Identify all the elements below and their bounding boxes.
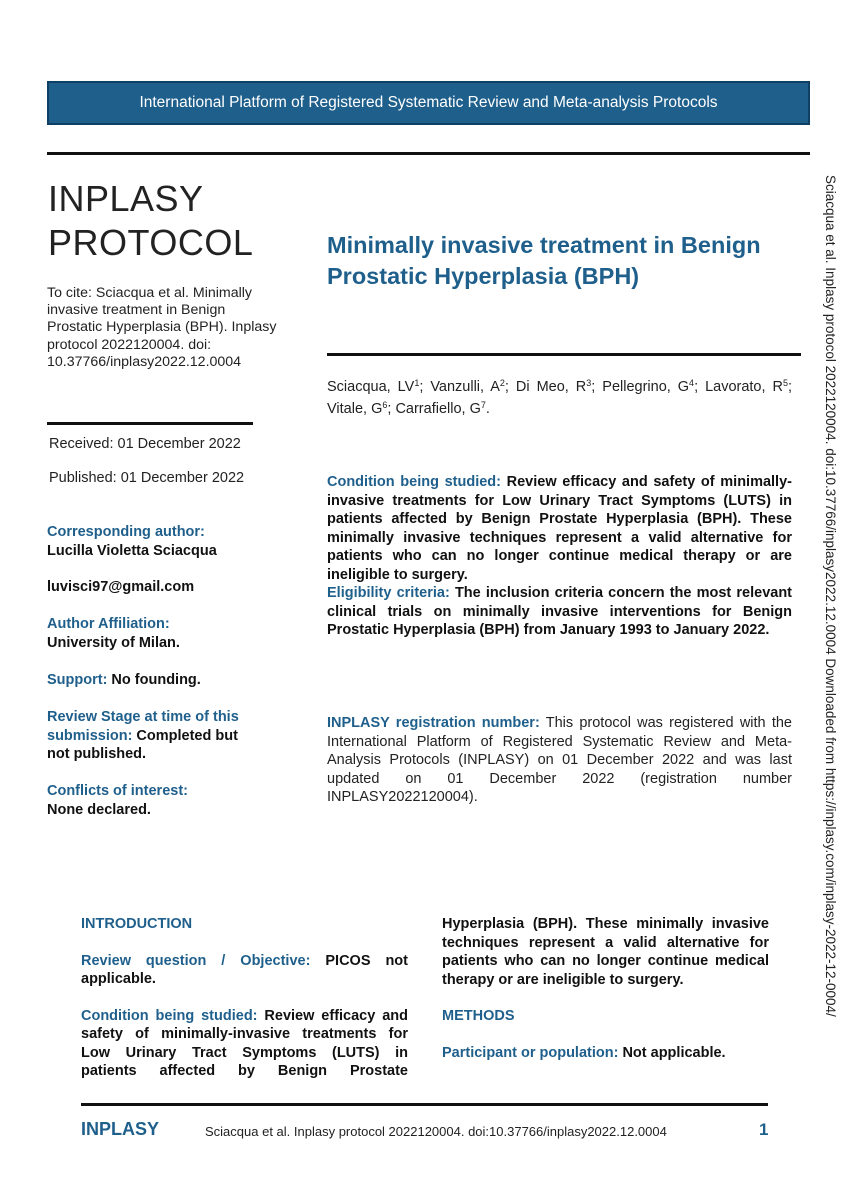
author: Carrafiello, $G^7$. [395, 400, 490, 417]
review-question [81, 952, 408, 989]
registration-block [327, 714, 792, 807]
condition-continuation: Hyperplasia (BPH). These minimally invasive techniques represent a valid alternative for patients who can no longer continue medical therapy or are ineligible to surgery. [442, 916, 769, 988]
abstract-eligibility [327, 584, 792, 640]
abstract [327, 473, 792, 640]
platform-banner: International Platform of Registered Systematic Review and Meta-analysis Protocols [47, 81, 810, 125]
intro-condition-label: Condition being studied: [81, 1007, 258, 1024]
protocol-heading [48, 177, 318, 265]
support-label: Support: [47, 672, 108, 688]
article-title: Minimally invasive treatment in Benign Prostatic Hyperplasia (BPH) [327, 232, 761, 289]
intro-condition [81, 1007, 408, 1081]
protocol-heading-line2: PROTOCOL [48, 222, 254, 263]
right-divider [327, 353, 801, 356]
affiliation-value: University of Milan. [47, 634, 180, 651]
participant [442, 1044, 769, 1063]
participant-label: Participant or population: [442, 1044, 619, 1061]
published-date: Published: 01 December 2022 [49, 470, 245, 486]
author: Vitale, $G^6$; [327, 400, 396, 417]
abstract-condition [327, 473, 792, 584]
body-column-right [442, 915, 769, 1080]
received-date: Received: 01 December 2022 [49, 436, 241, 452]
abstract-eligibility-label: Eligibility criteria: [327, 585, 450, 601]
author: Lavorato, $R^5$; [705, 378, 793, 395]
registration-label: INPLASY registration number: [327, 715, 540, 731]
abstract-condition-label: Condition being studied: [327, 474, 501, 490]
conflicts-label: Conflicts of interest: [47, 783, 188, 799]
vertical-download-note[interactable]: Sciacqua et al. Inplasy protocol 2022120004. doi:10.37766/inplasy2022.12.0004 Downloaded from https://inplasy.com/inplasy-2022-12-0004/ [823, 175, 838, 1017]
abstract-condition-text: Review efficacy and safety of minimally-invasive treatments for Low Urinary Tract Symptoms (LUTS) in patients affected by Benign Prostate Hyperplasia (BPH). These minimally invasive techniques represent a valid alternative for patients who can no longer continue medical therapy or are ineligible to surgery. [327, 474, 792, 583]
footer-divider [81, 1103, 768, 1106]
abstract-eligibility-text: The inclusion criteria concern the most relevant clinical trials on minimally invasive interventions for Benign Prostatic Hyperplasia (BPH) from January 1993 to January 2022. [327, 585, 793, 638]
footer-citation: Sciacqua et al. Inplasy protocol 2022120004. doi:10.37766/inplasy2022.12.0004 [205, 1124, 667, 1139]
support-block [47, 671, 282, 690]
review-stage-value: Completed but not published. [47, 727, 238, 762]
review-stage-label: Review Stage at time of this submission: [47, 709, 239, 744]
page-number: 1 [759, 1120, 769, 1139]
participant-text: Not applicable. [618, 1044, 726, 1061]
author: Pellegrino, $G^4$; [602, 378, 706, 395]
review-stage-block [47, 708, 262, 764]
review-question-text: PICOS not applicable. [81, 952, 408, 987]
methods-heading: METHODS [442, 1008, 515, 1024]
affiliation-label: Author Affiliation: [47, 616, 170, 632]
conflicts-block [47, 782, 282, 819]
review-question-label: Review question / Objective: [81, 952, 311, 969]
corresponding-author-block [47, 523, 282, 560]
top-divider [47, 152, 810, 155]
citation-text: To cite: Sciacqua et al. Minimally invasive treatment in Benign Prostatic Hyperplasia (BPH). Inplasy protocol 2022120004. doi: 10.37766/inplasy2022.12.0004 [47, 285, 277, 370]
registration-text: This protocol was registered with the International Platform of Registered Systematic Review and Meta-Analysis Protocols (INPLASY) on 01 December 2022 and was last updated on 01 December 2022 (registration number INPLASY2022120004). [327, 715, 792, 805]
introduction-heading: INTRODUCTION [81, 916, 193, 932]
body-column-left [81, 915, 408, 1099]
author-list [327, 374, 792, 418]
corresponding-author-label: Corresponding author: [47, 524, 205, 540]
author: Di Meo, $R^3$; [515, 378, 603, 395]
footer-brand: INPLASY [81, 1119, 160, 1139]
intro-condition-text: Review efficacy and safety of minimally-invasive treatments for Low Urinary Tract Symptoms (LUTS) in patients affected by Benign Prostate [81, 1007, 408, 1079]
support-value: No founding. [107, 672, 201, 688]
author-email[interactable]: luvisci97@gmail.com [47, 579, 195, 595]
conflicts-value: None declared. [47, 801, 151, 818]
protocol-heading-line1: INPLASY [48, 178, 204, 219]
corresponding-author-name: Lucilla Violetta Sciacqua [47, 542, 217, 559]
left-divider [47, 422, 253, 425]
author: Vanzulli, $A^2$; [430, 378, 516, 395]
affiliation-block [47, 615, 282, 652]
author: Sciacqua, $LV^1$; [327, 378, 431, 395]
